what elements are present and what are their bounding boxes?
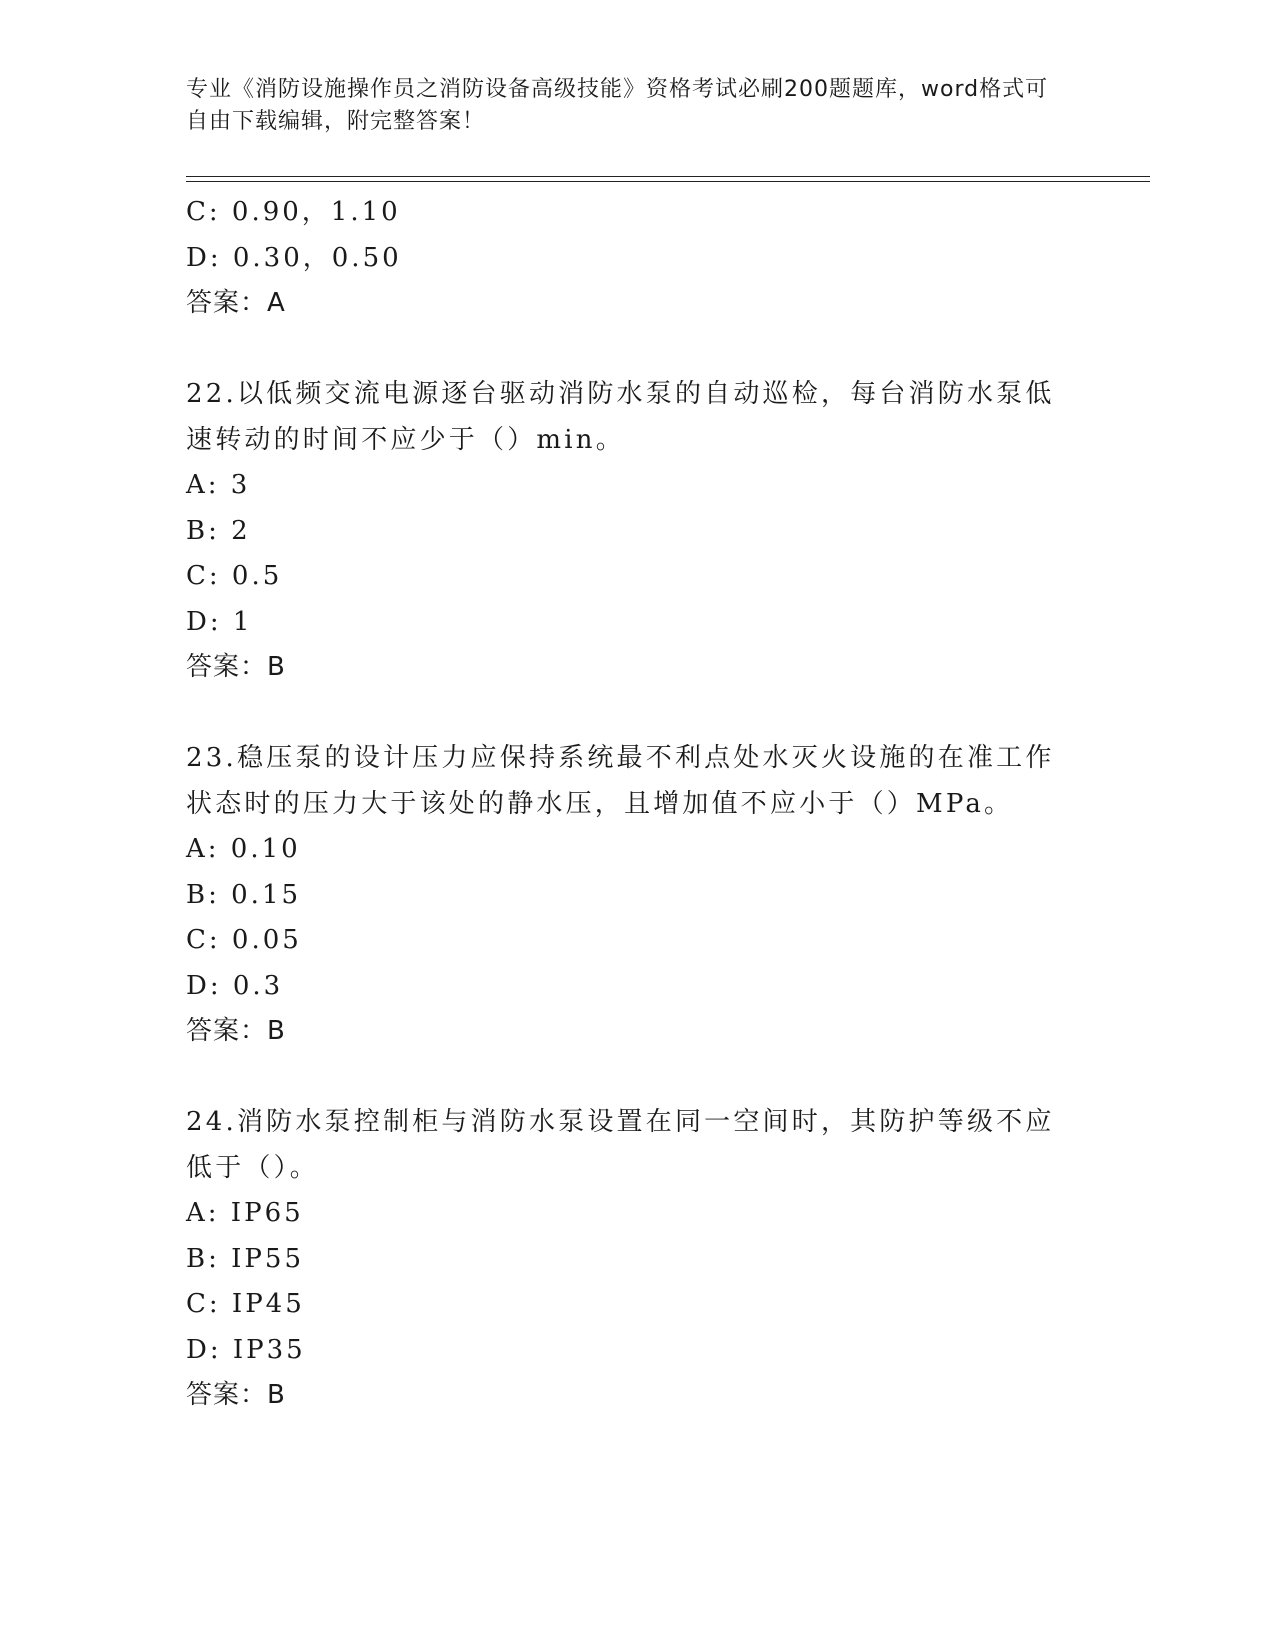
option-c: C: 0.05 bbox=[186, 925, 302, 955]
header-rule-top bbox=[186, 176, 1150, 177]
spacer bbox=[186, 1055, 1066, 1101]
option-a: A: 0.10 bbox=[186, 834, 301, 864]
answer-line: 答案：B bbox=[186, 1016, 286, 1046]
option-b: B: 2 bbox=[186, 515, 251, 546]
option-d: D: 0.3 bbox=[186, 970, 284, 1001]
answer-line: 答案：A bbox=[186, 288, 286, 318]
option-d: D: 0.30，0.50 bbox=[186, 242, 402, 273]
option-a: A: IP65 bbox=[186, 1198, 304, 1228]
option-c: C: IP45 bbox=[186, 1289, 305, 1319]
question-24 bbox=[186, 1100, 1066, 1419]
question-22 bbox=[186, 372, 1066, 691]
spacer bbox=[186, 691, 1066, 737]
answer-line: 答案：B bbox=[186, 1380, 286, 1410]
answer-line: 答案：B bbox=[186, 652, 286, 682]
option-c: C: 0.5 bbox=[186, 561, 283, 591]
page-header: 专业《消防设施操作员之消防设备高级技能》资格考试必刷200题题库，word格式可自由下载编辑，附完整答案！ bbox=[186, 77, 1049, 134]
question-stem: 22.以低频交流电源逐台驱动消防水泵的自动巡检，每台消防水泵低速转动的时间不应少于（）min。 bbox=[186, 379, 1055, 455]
question-23 bbox=[186, 736, 1066, 1055]
option-d: D: IP35 bbox=[186, 1334, 306, 1365]
option-a: A: 3 bbox=[186, 470, 251, 500]
option-b: B: IP55 bbox=[186, 1243, 304, 1274]
option-d: D: 1 bbox=[186, 606, 253, 637]
option-c: C: 0.90，1.10 bbox=[186, 197, 401, 227]
spacer bbox=[186, 327, 1066, 373]
prev-question-block bbox=[186, 190, 1066, 327]
question-content bbox=[186, 190, 1066, 1419]
question-stem: 23.稳压泵的设计压力应保持系统最不利点处水灭火设施的在准工作状态时的压力大于该处的静水压，且增加值不应小于（）MPa。 bbox=[186, 743, 1055, 819]
option-b: B: 0.15 bbox=[186, 879, 302, 910]
header-rule-bottom bbox=[186, 181, 1150, 182]
question-stem: 24.消防水泵控制柜与消防水泵设置在同一空间时，其防护等级不应低于（）。 bbox=[186, 1107, 1055, 1183]
